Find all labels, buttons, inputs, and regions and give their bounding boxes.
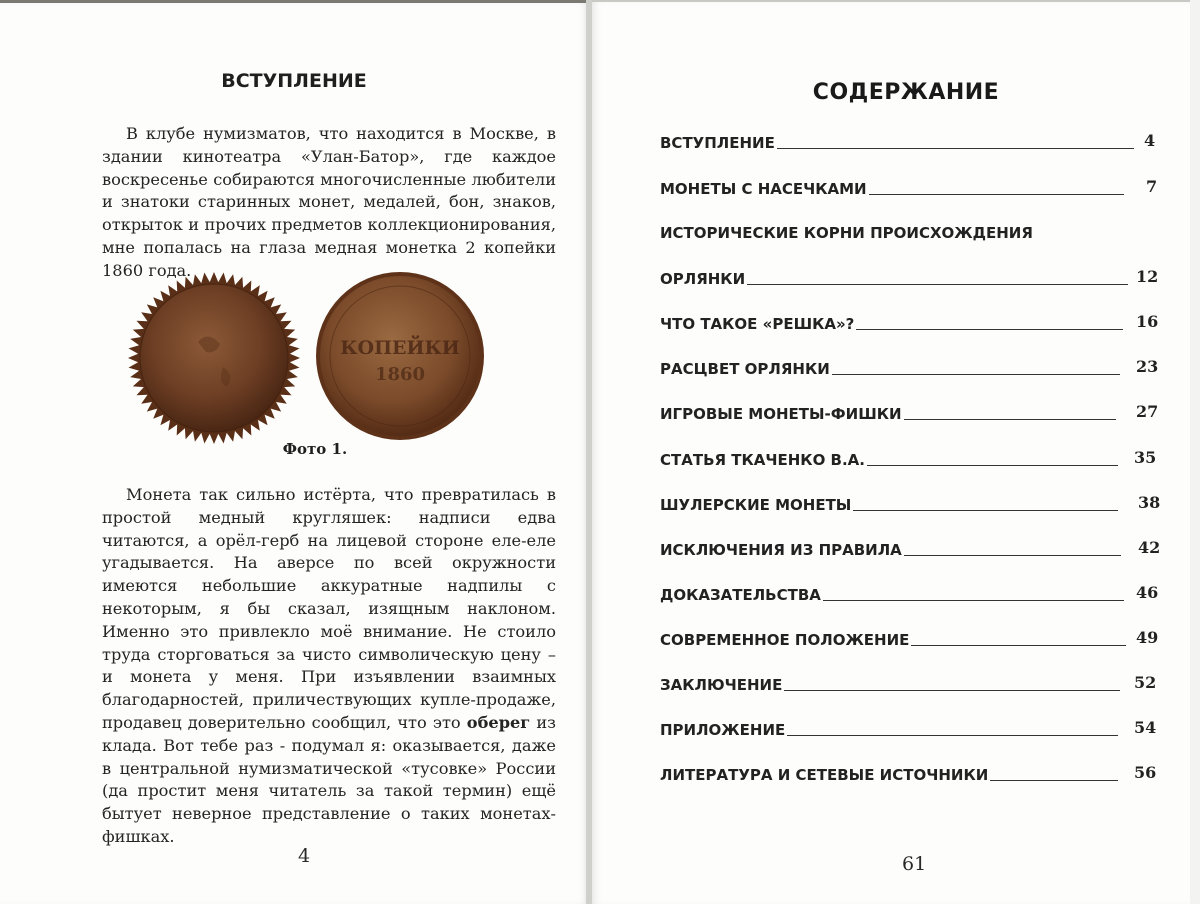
toc-page-number: 52 xyxy=(1134,673,1157,692)
toc-item-label: ВСТУПЛЕНИЕ xyxy=(660,134,775,152)
page-number-right: 61 xyxy=(902,853,927,875)
toc-leader-line xyxy=(823,600,1124,601)
toc-page-number: 4 xyxy=(1144,131,1156,150)
toc-item-label: СТАТЬЯ ТКАЧЕНКО В.А. xyxy=(660,451,865,469)
toc-item xyxy=(660,356,1180,378)
bold-term: оберег xyxy=(466,712,531,732)
toc-leader-line xyxy=(777,148,1134,149)
toc-leader-line xyxy=(867,465,1118,466)
toc-item-label: ИСТОРИЧЕСКИЕ КОРНИ ПРОИСХОЖДЕНИЯ xyxy=(660,224,1033,242)
toc-item xyxy=(660,537,1180,559)
toc-page-number: 46 xyxy=(1136,583,1159,602)
main-paragraph xyxy=(102,484,556,849)
photo-caption: Фото 1. xyxy=(282,440,348,458)
toc-leader-line xyxy=(904,419,1116,420)
toc-page-number: 49 xyxy=(1136,628,1159,647)
toc-page-number: 54 xyxy=(1134,718,1157,737)
page-edge xyxy=(1190,0,1200,904)
toc-page-number: 35 xyxy=(1134,448,1157,467)
toc-item xyxy=(660,672,1180,694)
paragraph-2-part-2: из клада. Вот тебе раз - подумал я: оказывается, даже в центральной нумизматической «тусовке» России (да простит меня читатель за такой термин) ещё бытует неверное представление о таких монетах-фишках. xyxy=(102,712,556,846)
toc-leader-line xyxy=(990,780,1118,781)
toc-item xyxy=(660,401,1180,423)
toc-page-number: 42 xyxy=(1138,538,1161,557)
coin-inscription-1: КОПЕЙКИ xyxy=(340,337,460,359)
toc-leader-line xyxy=(832,374,1120,375)
toc-item-label: МОНЕТЫ С НАСЕЧКАМИ xyxy=(660,180,867,198)
paragraph-2-part-1: Монета так сильно истёрта, что превратилась в простой медный кругляшек: надписи едва читаются, а орёл-герб на лицевой стороне еле-еле угадывается. На аверсе по всей окружности имеются небольшие аккуратные надпилы с некоторым, я бы сказал, изящным наклоном. Именно это привлекло моё внимание. Не стоило труда сторговаться за чисто символическую цену – и монета у меня. При изъявлении взаимных благодарностей, приличествующих купле-продаже, продавец доверительно сообщил, что это xyxy=(102,485,556,732)
toc-item-label: ПРИЛОЖЕНИЕ xyxy=(660,721,786,739)
toc-leader-line xyxy=(869,194,1124,195)
toc-page-number: 23 xyxy=(1136,357,1159,376)
toc-item xyxy=(660,130,1180,152)
section-title: ВСТУПЛЕНИЕ xyxy=(221,70,367,92)
toc-item xyxy=(660,220,1180,242)
coin-inscription-2: 1860 xyxy=(374,364,426,385)
toc-item xyxy=(660,582,1180,604)
toc-item xyxy=(660,266,1180,288)
toc-item xyxy=(660,492,1180,514)
toc-item-label: ИГРОВЫЕ МОНЕТЫ-ФИШКИ xyxy=(660,405,902,423)
toc-page-number: 12 xyxy=(1136,267,1159,286)
toc-leader-line xyxy=(853,510,1118,511)
toc-item-label: ШУЛЕРСКИЕ МОНЕТЫ xyxy=(660,496,852,514)
toc-item-label: ОРЛЯНКИ xyxy=(660,270,746,288)
toc-item xyxy=(660,447,1180,469)
intro-paragraph xyxy=(102,123,556,283)
toc-item-label: ЗАКЛЮЧЕНИЕ xyxy=(660,676,783,694)
toc-item-label: ДОКАЗАТЕЛЬСТВА xyxy=(660,586,821,604)
toc-page-number: 7 xyxy=(1146,177,1158,196)
toc-leader-line xyxy=(856,329,1123,330)
toc-item-label: ЧТО ТАКОЕ «РЕШКА»? xyxy=(660,315,855,333)
toc-item-label: ИСКЛЮЧЕНИЯ ИЗ ПРАВИЛА xyxy=(660,541,902,559)
toc-leader-line xyxy=(747,284,1128,285)
toc-leader-line xyxy=(787,735,1118,736)
toc-leader-line xyxy=(911,645,1126,646)
toc-item-label: СОВРЕМЕННОЕ ПОЛОЖЕНИЕ xyxy=(660,631,910,649)
toc-item xyxy=(660,176,1180,198)
toc-page-number: 27 xyxy=(1136,402,1159,421)
toc-item xyxy=(660,717,1180,739)
toc-page-number: 56 xyxy=(1134,763,1157,782)
coin-photo xyxy=(128,272,488,448)
coin-obverse xyxy=(128,272,300,444)
toc-leader-line xyxy=(904,555,1121,556)
toc-item-label: РАСЦВЕТ ОРЛЯНКИ xyxy=(660,360,830,378)
toc-item-label: ЛИТЕРАТУРА И СЕТЕВЫЕ ИСТОЧНИКИ xyxy=(660,766,989,784)
toc-page-number: 16 xyxy=(1136,312,1159,331)
toc-page-number: 38 xyxy=(1138,493,1161,512)
coin-reverse xyxy=(316,272,484,440)
toc-title: СОДЕРЖАНИЕ xyxy=(812,80,1000,105)
toc-item xyxy=(660,627,1180,649)
paragraph-2 xyxy=(102,484,556,849)
page-number-left: 4 xyxy=(298,845,311,867)
toc-leader-line xyxy=(784,690,1120,691)
toc-item xyxy=(660,311,1180,333)
toc-item xyxy=(660,762,1180,784)
paragraph-1: В клубе нумизматов, что находится в Москве, в здании кинотеатра «Улан-Батор», где каждое воскресенье собираются многочисленные любители и знатоки старинных монет, медалей, бон, знаков, открыток и прочих предметов коллекционирования, мне попалась на глаза медная монетка 2 копейки 1860 года. xyxy=(102,124,556,280)
